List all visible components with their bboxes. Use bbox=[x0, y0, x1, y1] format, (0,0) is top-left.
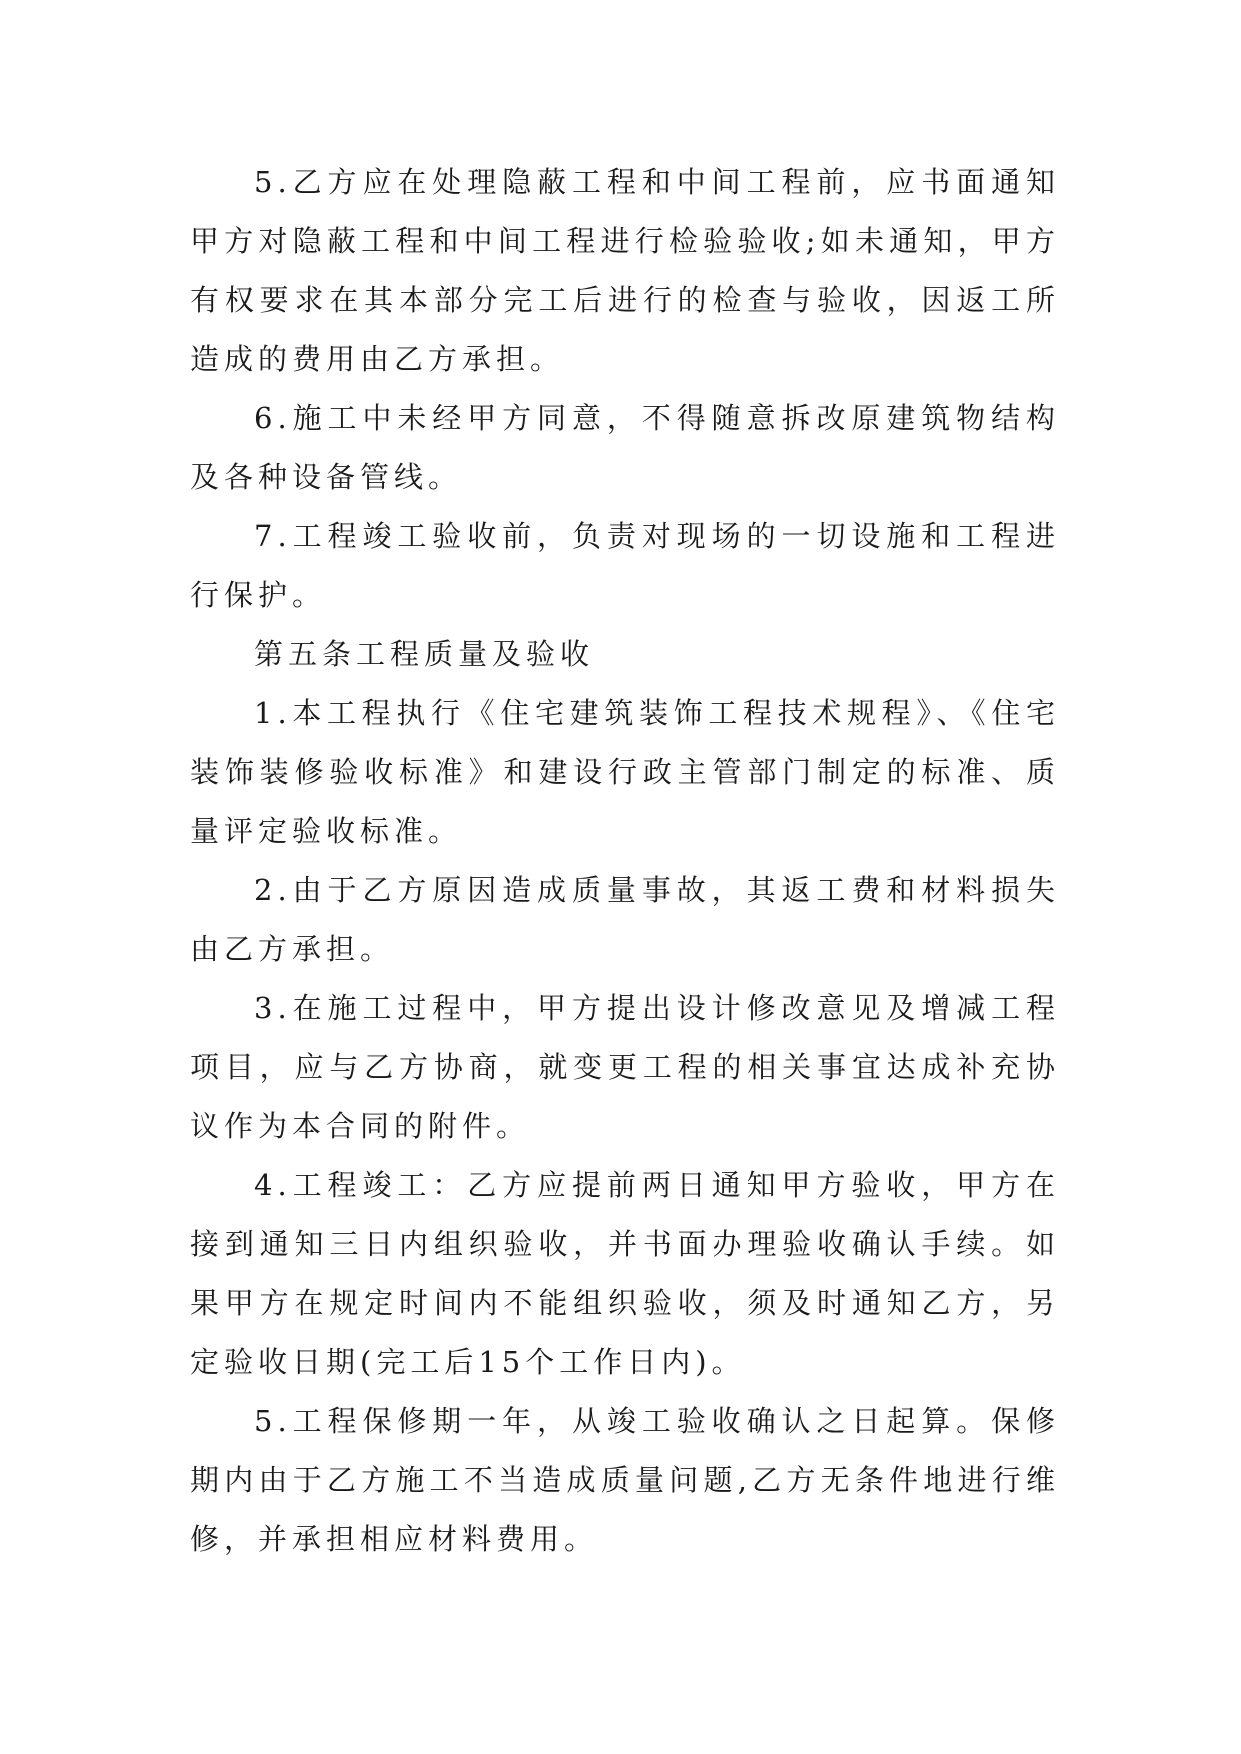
paragraph-clause-5-3: 3.在施工过程中，甲方提出设计修改意见及增减工程项目，应与乙方协商，就变更工程的相关事宜达成补充协议作为本合同的附件。 bbox=[190, 991, 1060, 1143]
document-body bbox=[190, 153, 1060, 1569]
paragraph-clause-5-4: 4.工程竣工：乙方应提前两日通知甲方验收，甲方在接到通知三日内组织验收，并书面办理验收确认手续。如果甲方在规定时间内不能组织验收，须及时通知乙方，另定验收日期(完工后15个工作日内)。 bbox=[190, 1168, 1060, 1379]
section-heading-article-5: 第五条工程质量及验收 bbox=[254, 637, 595, 671]
paragraph-clause-4-6: 6.施工中未经甲方同意，不得随意拆改原建筑物结构及各种设备管线。 bbox=[190, 401, 1060, 494]
paragraph-clause-5-5: 5.工程保修期一年，从竣工验收确认之日起算。保修期内由于乙方施工不当造成质量问题,乙方无条件地进行维修，并承担相应材料费用。 bbox=[190, 1404, 1060, 1556]
paragraph-clause-5-2: 2.由于乙方原因造成质量事故，其返工费和材料损失由乙方承担。 bbox=[190, 873, 1060, 966]
paragraph-clause-5-1: 1.本工程执行《住宅建筑装饰工程技术规程》、《住宅装饰装修验收标准》和建设行政主管部门制定的标准、质量评定验收标准。 bbox=[190, 696, 1060, 848]
paragraph-clause-4-7: 7.工程竣工验收前，负责对现场的一切设施和工程进行保护。 bbox=[190, 519, 1060, 612]
paragraph-clause-4-5: 5.乙方应在处理隐蔽工程和中间工程前，应书面通知甲方对隐蔽工程和中间工程进行检验验收;如未通知，甲方有权要求在其本部分完工后进行的检查与验收，因返工所造成的费用由乙方承担。 bbox=[190, 165, 1060, 376]
